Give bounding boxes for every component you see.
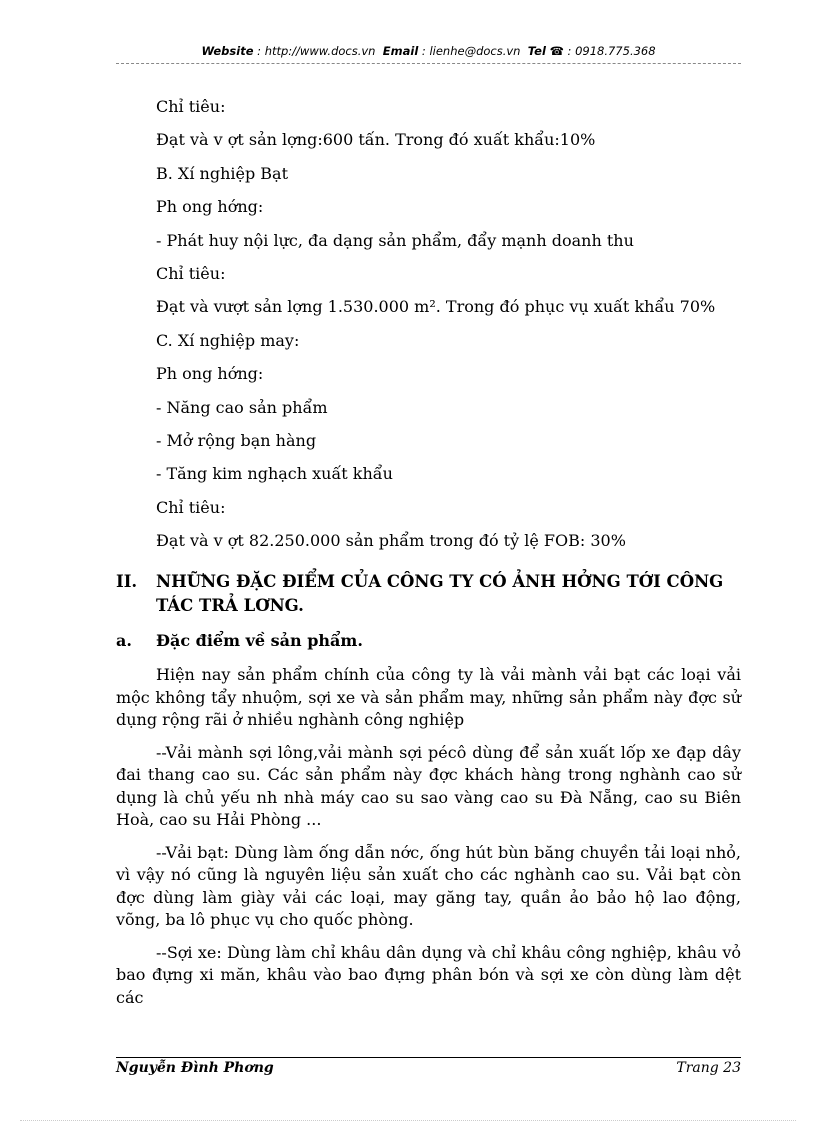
text-line: Ph ong hớng: [156, 364, 264, 384]
paragraph: Hiện nay sản phẩm chính của công ty là vải mành vải bạt các loại vải mộc không tẩy nhuộm, sợi xe và sản phẩm may, những sản phẩm này đợc sử dụng rộng rãi ở nhiều nghành công nghiệp [116, 665, 741, 730]
paragraph: --Vải bạt: Dùng làm ống dẫn nớc, ống hút bùn băng chuyền tải loại nhỏ, vì vậy nó cũng là nguyên liệu sản xuất cho các nghành cao su. Vải bạt còn đợc dùng làm giày vải các loại, may găng tay, quần ảo bảo hộ lao động, võng, ba lô phục vụ cho quốc phòng. [116, 842, 741, 930]
text-line: B. Xí nghiệp Bạt [156, 163, 289, 183]
section-heading [116, 570, 741, 618]
page-number: Trang 23 [676, 1060, 741, 1076]
section-number: II. [116, 572, 138, 592]
text-line: C. Xí nghiệp may: [156, 330, 300, 350]
page-footer [116, 1060, 741, 1076]
text-line: Chỉ tiêu: [156, 97, 226, 116]
text-line: - Năng cao sản phẩm [156, 397, 328, 417]
header-divider [116, 63, 741, 64]
page-edge-divider [20, 1120, 796, 1121]
page-content [116, 96, 741, 1019]
text-line: - Phát huy nội lực, đa dạng sản phẩm, đẩy mạnh doanh thu [156, 230, 634, 250]
tel-label: Tel [527, 44, 546, 58]
website-value: : http://www.docs.vn [257, 44, 376, 58]
text-line: Đạt và vượt sản lợng 1.530.000 m². Trong đó phục vụ xuất khẩu 70% [156, 297, 716, 317]
paragraph: --Sợi xe: Dùng làm chỉ khâu dân dụng và chỉ khâu công nghiệp, khâu vỏ bao đựng xi măn, khâu vào bao đựng phân bón và sợi xe còn dùng làm dệt các [116, 942, 741, 1007]
email-value: : lienhe@docs.vn [421, 44, 521, 58]
paragraph: --Vải mành sợi lông,vải mành sợi pécô dùng để sản xuất lốp xe đạp dây đai thang cao su. Các sản phẩm này đợc khách hàng trong nghành cao sử dụng là chủ yếu nh nhà máy cao su sao vàng cao su Đà Nẵng, cao su Biên Hoà, cao su Hải Phòng ... [116, 742, 741, 830]
text-line: Đạt và v ợt 82.250.000 sản phẩm trong đó tỷ lệ FOB: 30% [156, 531, 626, 551]
subsection-heading [116, 630, 741, 652]
text-line: Ph ong hớng: [156, 197, 264, 217]
subsection-number: a. [116, 631, 132, 651]
subsection-title: Đặc điểm về sản phẩm. [156, 631, 363, 651]
text-line: - Mở rộng bạn hàng [156, 430, 317, 450]
text-line: Chỉ tiêu: [156, 497, 226, 517]
author-name: Nguyễn Đình Phơng [116, 1060, 274, 1076]
text-line: Đạt và v ợt sản lợng:600 tấn. Trong đó xuất khẩu:10% [156, 130, 596, 150]
text-line: Chỉ tiêu: [156, 263, 226, 283]
footer-divider [116, 1057, 741, 1058]
section-title: NHỮNG ĐẶC ĐIỂM CỦA CÔNG TY CÓ ẢNH HỞNG TỚI CÔNG TÁC TRẢ LƠNG. [156, 572, 724, 616]
website-label: Website [201, 44, 254, 58]
email-label: Email [382, 44, 419, 58]
text-line: - Tăng kim nghạch xuất khẩu [156, 464, 393, 484]
tel-value: ☎ : 0918.775.368 [549, 44, 656, 58]
page-header [116, 44, 741, 58]
